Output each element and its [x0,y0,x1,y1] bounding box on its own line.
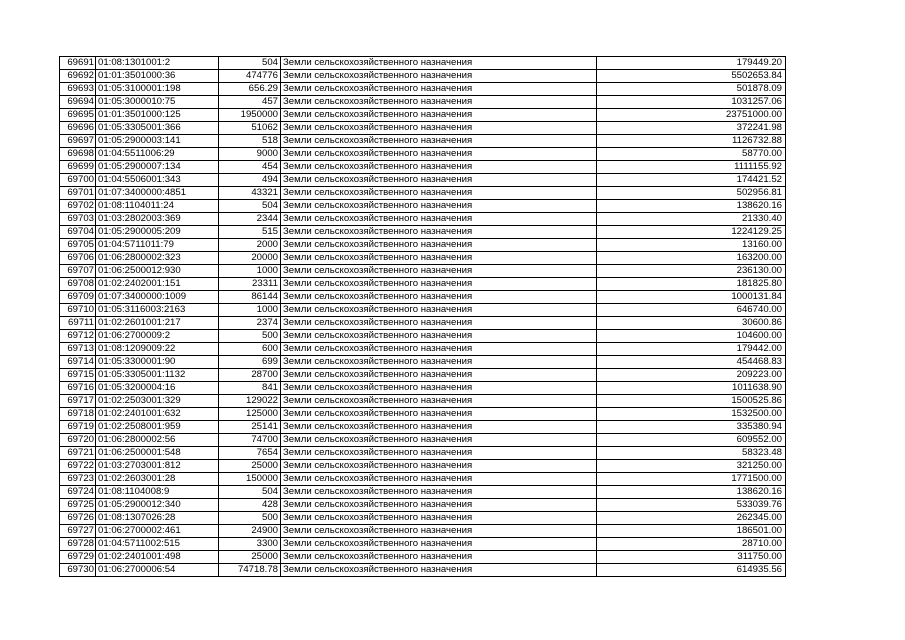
cadastral-value-cell: 236130.00 [597,265,786,278]
table-row [60,369,786,382]
land-category-cell: Земли сельскохозяйственного назначения [281,213,597,226]
land-category-cell: Земли сельскохозяйственного назначения [281,148,597,161]
cadastral-number-cell: 01:06:2500012:930 [96,265,219,278]
row-number-cell: 69725 [60,499,96,512]
land-category-cell: Земли сельскохозяйственного назначения [281,83,597,96]
table-row [60,122,786,135]
cadastral-value-cell: 262345.00 [597,512,786,525]
row-number-cell: 69697 [60,135,96,148]
table-row [60,70,786,83]
land-category-cell: Земли сельскохозяйственного назначения [281,278,597,291]
table-row [60,434,786,447]
cadastral-number-cell: 01:05:2900007:134 [96,161,219,174]
land-category-cell: Земли сельскохозяйственного назначения [281,265,597,278]
cadastral-number-cell: 01:08:1209009:22 [96,343,219,356]
area-cell: 74718.78 [219,564,281,577]
table-row [60,551,786,564]
cadastral-number-cell: 01:05:3116003:2163 [96,304,219,317]
area-cell: 51062 [219,122,281,135]
row-number-cell: 69720 [60,434,96,447]
row-number-cell: 69721 [60,447,96,460]
table-row [60,187,786,200]
cadastral-value-cell: 1000131.84 [597,291,786,304]
cadastral-value-cell: 181825.80 [597,278,786,291]
row-number-cell: 69704 [60,226,96,239]
cadastral-value-cell: 1126732.88 [597,135,786,148]
table-row [60,239,786,252]
area-cell: 86144 [219,291,281,304]
table-row [60,356,786,369]
cadastral-number-cell: 01:05:3300001:90 [96,356,219,369]
cadastral-value-cell: 501878.09 [597,83,786,96]
cadastral-number-cell: 01:04:5511006:29 [96,148,219,161]
cadastral-number-cell: 01:02:2401001:632 [96,408,219,421]
row-number-cell: 69712 [60,330,96,343]
cadastral-value-cell: 454468.83 [597,356,786,369]
land-category-cell: Земли сельскохозяйственного назначения [281,486,597,499]
cadastral-value-cell: 5502653.84 [597,70,786,83]
cadastral-value-table [59,56,786,577]
cadastral-value-cell: 163200.00 [597,252,786,265]
land-category-cell: Земли сельскохозяйственного назначения [281,330,597,343]
row-number-cell: 69692 [60,70,96,83]
area-cell: 841 [219,382,281,395]
row-number-cell: 69702 [60,200,96,213]
land-category-cell: Земли сельскохозяйственного назначения [281,356,597,369]
cadastral-value-cell: 23751000.00 [597,109,786,122]
cadastral-number-cell: 01:03:2703001:812 [96,460,219,473]
area-cell: 43321 [219,187,281,200]
cadastral-number-cell: 01:04:5711002:515 [96,538,219,551]
cadastral-value-cell: 335380.94 [597,421,786,434]
cadastral-value-cell: 174421.52 [597,174,786,187]
table-row [60,473,786,486]
land-category-cell: Земли сельскохозяйственного назначения [281,512,597,525]
cadastral-number-cell: 01:05:3305001:1132 [96,369,219,382]
area-cell: 504 [219,57,281,70]
land-category-cell: Земли сельскохозяйственного назначения [281,252,597,265]
cadastral-number-cell: 01:03:2802003:369 [96,213,219,226]
cadastral-number-cell: 01:07:3400000:4851 [96,187,219,200]
area-cell: 7654 [219,447,281,460]
area-cell: 2344 [219,213,281,226]
cadastral-number-cell: 01:01:3501000:125 [96,109,219,122]
table-row [60,395,786,408]
cadastral-number-cell: 01:06:2500001:548 [96,447,219,460]
land-category-cell: Земли сельскохозяйственного назначения [281,447,597,460]
table-row [60,317,786,330]
area-cell: 23311 [219,278,281,291]
table-body [60,57,786,577]
cadastral-number-cell: 01:06:2700009:2 [96,330,219,343]
row-number-cell: 69724 [60,486,96,499]
land-category-cell: Земли сельскохозяйственного назначения [281,96,597,109]
cadastral-number-cell: 01:07:3400000:1009 [96,291,219,304]
area-cell: 150000 [219,473,281,486]
cadastral-number-cell: 01:06:2700006:54 [96,564,219,577]
row-number-cell: 69701 [60,187,96,200]
land-category-cell: Земли сельскохозяйственного назначения [281,395,597,408]
land-category-cell: Земли сельскохозяйственного назначения [281,551,597,564]
row-number-cell: 69698 [60,148,96,161]
cadastral-number-cell: 01:04:5711011:79 [96,239,219,252]
table-row [60,265,786,278]
table-row [60,408,786,421]
table-row [60,83,786,96]
cadastral-number-cell: 01:01:3501000:36 [96,70,219,83]
table-row [60,57,786,70]
cadastral-number-cell: 01:08:1104011:24 [96,200,219,213]
row-number-cell: 69723 [60,473,96,486]
cadastral-number-cell: 01:02:2402001:151 [96,278,219,291]
table-row [60,252,786,265]
cadastral-value-cell: 28710.00 [597,538,786,551]
table-row [60,382,786,395]
cadastral-value-cell: 179442.00 [597,343,786,356]
area-cell: 656.29 [219,83,281,96]
land-category-cell: Земли сельскохозяйственного назначения [281,343,597,356]
table-row [60,200,786,213]
table-row [60,304,786,317]
table-row [60,135,786,148]
area-cell: 457 [219,96,281,109]
row-number-cell: 69707 [60,265,96,278]
land-category-cell: Земли сельскохозяйственного назначения [281,291,597,304]
area-cell: 454 [219,161,281,174]
row-number-cell: 69699 [60,161,96,174]
cadastral-value-cell: 1771500.00 [597,473,786,486]
cadastral-number-cell: 01:02:2401001:498 [96,551,219,564]
cadastral-value-cell: 13160.00 [597,239,786,252]
cadastral-value-cell: 1031257.06 [597,96,786,109]
cadastral-number-cell: 01:02:2508001:959 [96,421,219,434]
cadastral-value-cell: 179449.20 [597,57,786,70]
table-row [60,512,786,525]
cadastral-value-cell: 321250.00 [597,460,786,473]
row-number-cell: 69706 [60,252,96,265]
cadastral-value-cell: 138620.16 [597,200,786,213]
area-cell: 25141 [219,421,281,434]
area-cell: 20000 [219,252,281,265]
area-cell: 474776 [219,70,281,83]
table-row [60,460,786,473]
land-category-cell: Земли сельскохозяйственного назначения [281,434,597,447]
row-number-cell: 69730 [60,564,96,577]
area-cell: 25000 [219,460,281,473]
table-row [60,213,786,226]
row-number-cell: 69722 [60,460,96,473]
cadastral-number-cell: 01:05:2900003:141 [96,135,219,148]
cadastral-number-cell: 01:06:2800002:56 [96,434,219,447]
row-number-cell: 69719 [60,421,96,434]
row-number-cell: 69703 [60,213,96,226]
cadastral-value-cell: 186501.00 [597,525,786,538]
land-category-cell: Земли сельскохозяйственного назначения [281,122,597,135]
row-number-cell: 69711 [60,317,96,330]
cadastral-value-cell: 21330.40 [597,213,786,226]
area-cell: 699 [219,356,281,369]
cadastral-value-cell: 502956.81 [597,187,786,200]
table-row [60,447,786,460]
table-row [60,525,786,538]
cadastral-value-cell: 1532500.00 [597,408,786,421]
row-number-cell: 69713 [60,343,96,356]
area-cell: 129022 [219,395,281,408]
land-category-cell: Земли сельскохозяйственного назначения [281,57,597,70]
row-number-cell: 69705 [60,239,96,252]
land-category-cell: Земли сельскохозяйственного назначения [281,564,597,577]
area-cell: 504 [219,200,281,213]
row-number-cell: 69695 [60,109,96,122]
cadastral-number-cell: 01:06:2700002:461 [96,525,219,538]
cadastral-value-cell: 58323.48 [597,447,786,460]
area-cell: 494 [219,174,281,187]
area-cell: 2374 [219,317,281,330]
area-cell: 9000 [219,148,281,161]
land-category-cell: Земли сельскохозяйственного назначения [281,70,597,83]
cadastral-number-cell: 01:02:2601001:217 [96,317,219,330]
cadastral-number-cell: 01:05:2900012:340 [96,499,219,512]
row-number-cell: 69728 [60,538,96,551]
area-cell: 28700 [219,369,281,382]
land-category-cell: Земли сельскохозяйственного назначения [281,135,597,148]
land-category-cell: Земли сельскохозяйственного назначения [281,473,597,486]
table-row [60,330,786,343]
row-number-cell: 69710 [60,304,96,317]
cadastral-value-cell: 646740.00 [597,304,786,317]
row-number-cell: 69691 [60,57,96,70]
cadastral-value-cell: 372241.98 [597,122,786,135]
area-cell: 428 [219,499,281,512]
area-cell: 3300 [219,538,281,551]
table-row [60,278,786,291]
cadastral-value-cell: 138620.16 [597,486,786,499]
land-category-cell: Земли сельскохозяйственного назначения [281,109,597,122]
cadastral-number-cell: 01:06:2800002:323 [96,252,219,265]
row-number-cell: 69727 [60,525,96,538]
cadastral-value-cell: 1224129.25 [597,226,786,239]
area-cell: 600 [219,343,281,356]
area-cell: 518 [219,135,281,148]
table-row [60,421,786,434]
cadastral-value-cell: 1111155.92 [597,161,786,174]
land-category-cell: Земли сельскохозяйственного назначения [281,421,597,434]
land-category-cell: Земли сельскохозяйственного назначения [281,187,597,200]
cadastral-value-cell: 609552.00 [597,434,786,447]
row-number-cell: 69716 [60,382,96,395]
cadastral-value-cell: 30600.86 [597,317,786,330]
table-row [60,499,786,512]
table-row [60,564,786,577]
table-row [60,109,786,122]
area-cell: 1950000 [219,109,281,122]
area-cell: 2000 [219,239,281,252]
area-cell: 515 [219,226,281,239]
table-row [60,486,786,499]
land-category-cell: Земли сельскохозяйственного назначения [281,538,597,551]
table-row [60,174,786,187]
row-number-cell: 69726 [60,512,96,525]
land-category-cell: Земли сельскохозяйственного назначения [281,304,597,317]
area-cell: 25000 [219,551,281,564]
cadastral-number-cell: 01:05:3000010:75 [96,96,219,109]
table-row [60,343,786,356]
table-row [60,148,786,161]
row-number-cell: 69718 [60,408,96,421]
land-category-cell: Земли сельскохозяйственного назначения [281,460,597,473]
row-number-cell: 69700 [60,174,96,187]
cadastral-value-cell: 533039.76 [597,499,786,512]
land-category-cell: Земли сельскохозяйственного назначения [281,239,597,252]
cadastral-number-cell: 01:08:1301001:2 [96,57,219,70]
row-number-cell: 69694 [60,96,96,109]
cadastral-number-cell: 01:05:3305001:366 [96,122,219,135]
cadastral-number-cell: 01:05:2900005:209 [96,226,219,239]
land-category-cell: Земли сельскохозяйственного назначения [281,382,597,395]
cadastral-value-cell: 1011638.90 [597,382,786,395]
area-cell: 504 [219,486,281,499]
table-row [60,538,786,551]
land-category-cell: Земли сельскохозяйственного назначения [281,499,597,512]
land-category-cell: Земли сельскохозяйственного назначения [281,226,597,239]
cadastral-number-cell: 01:05:3200004:16 [96,382,219,395]
row-number-cell: 69715 [60,369,96,382]
cadastral-value-cell: 614935.56 [597,564,786,577]
land-category-cell: Земли сельскохозяйственного назначения [281,369,597,382]
table-row [60,291,786,304]
cadastral-value-cell: 311750.00 [597,551,786,564]
cadastral-value-cell: 209223.00 [597,369,786,382]
area-cell: 74700 [219,434,281,447]
row-number-cell: 69729 [60,551,96,564]
row-number-cell: 69693 [60,83,96,96]
land-category-cell: Земли сельскохозяйственного назначения [281,525,597,538]
row-number-cell: 69696 [60,122,96,135]
row-number-cell: 69717 [60,395,96,408]
table-row [60,226,786,239]
cadastral-number-cell: 01:08:1307026:28 [96,512,219,525]
land-category-cell: Земли сельскохозяйственного назначения [281,200,597,213]
land-category-cell: Земли сельскохозяйственного назначения [281,408,597,421]
area-cell: 1000 [219,304,281,317]
cadastral-number-cell: 01:02:2503001:329 [96,395,219,408]
cadastral-value-cell: 58770.00 [597,148,786,161]
cadastral-number-cell: 01:04:5506001:343 [96,174,219,187]
area-cell: 24900 [219,525,281,538]
area-cell: 125000 [219,408,281,421]
cadastral-value-cell: 1500525.86 [597,395,786,408]
area-cell: 1000 [219,265,281,278]
cadastral-number-cell: 01:02:2603001:28 [96,473,219,486]
cadastral-number-cell: 01:05:3100001:198 [96,83,219,96]
table-row [60,96,786,109]
cadastral-value-cell: 104600.00 [597,330,786,343]
row-number-cell: 69709 [60,291,96,304]
cadastral-number-cell: 01:08:1104008:9 [96,486,219,499]
row-number-cell: 69708 [60,278,96,291]
area-cell: 500 [219,512,281,525]
land-category-cell: Земли сельскохозяйственного назначения [281,317,597,330]
table-row [60,161,786,174]
land-category-cell: Земли сельскохозяйственного назначения [281,174,597,187]
area-cell: 500 [219,330,281,343]
land-category-cell: Земли сельскохозяйственного назначения [281,161,597,174]
row-number-cell: 69714 [60,356,96,369]
